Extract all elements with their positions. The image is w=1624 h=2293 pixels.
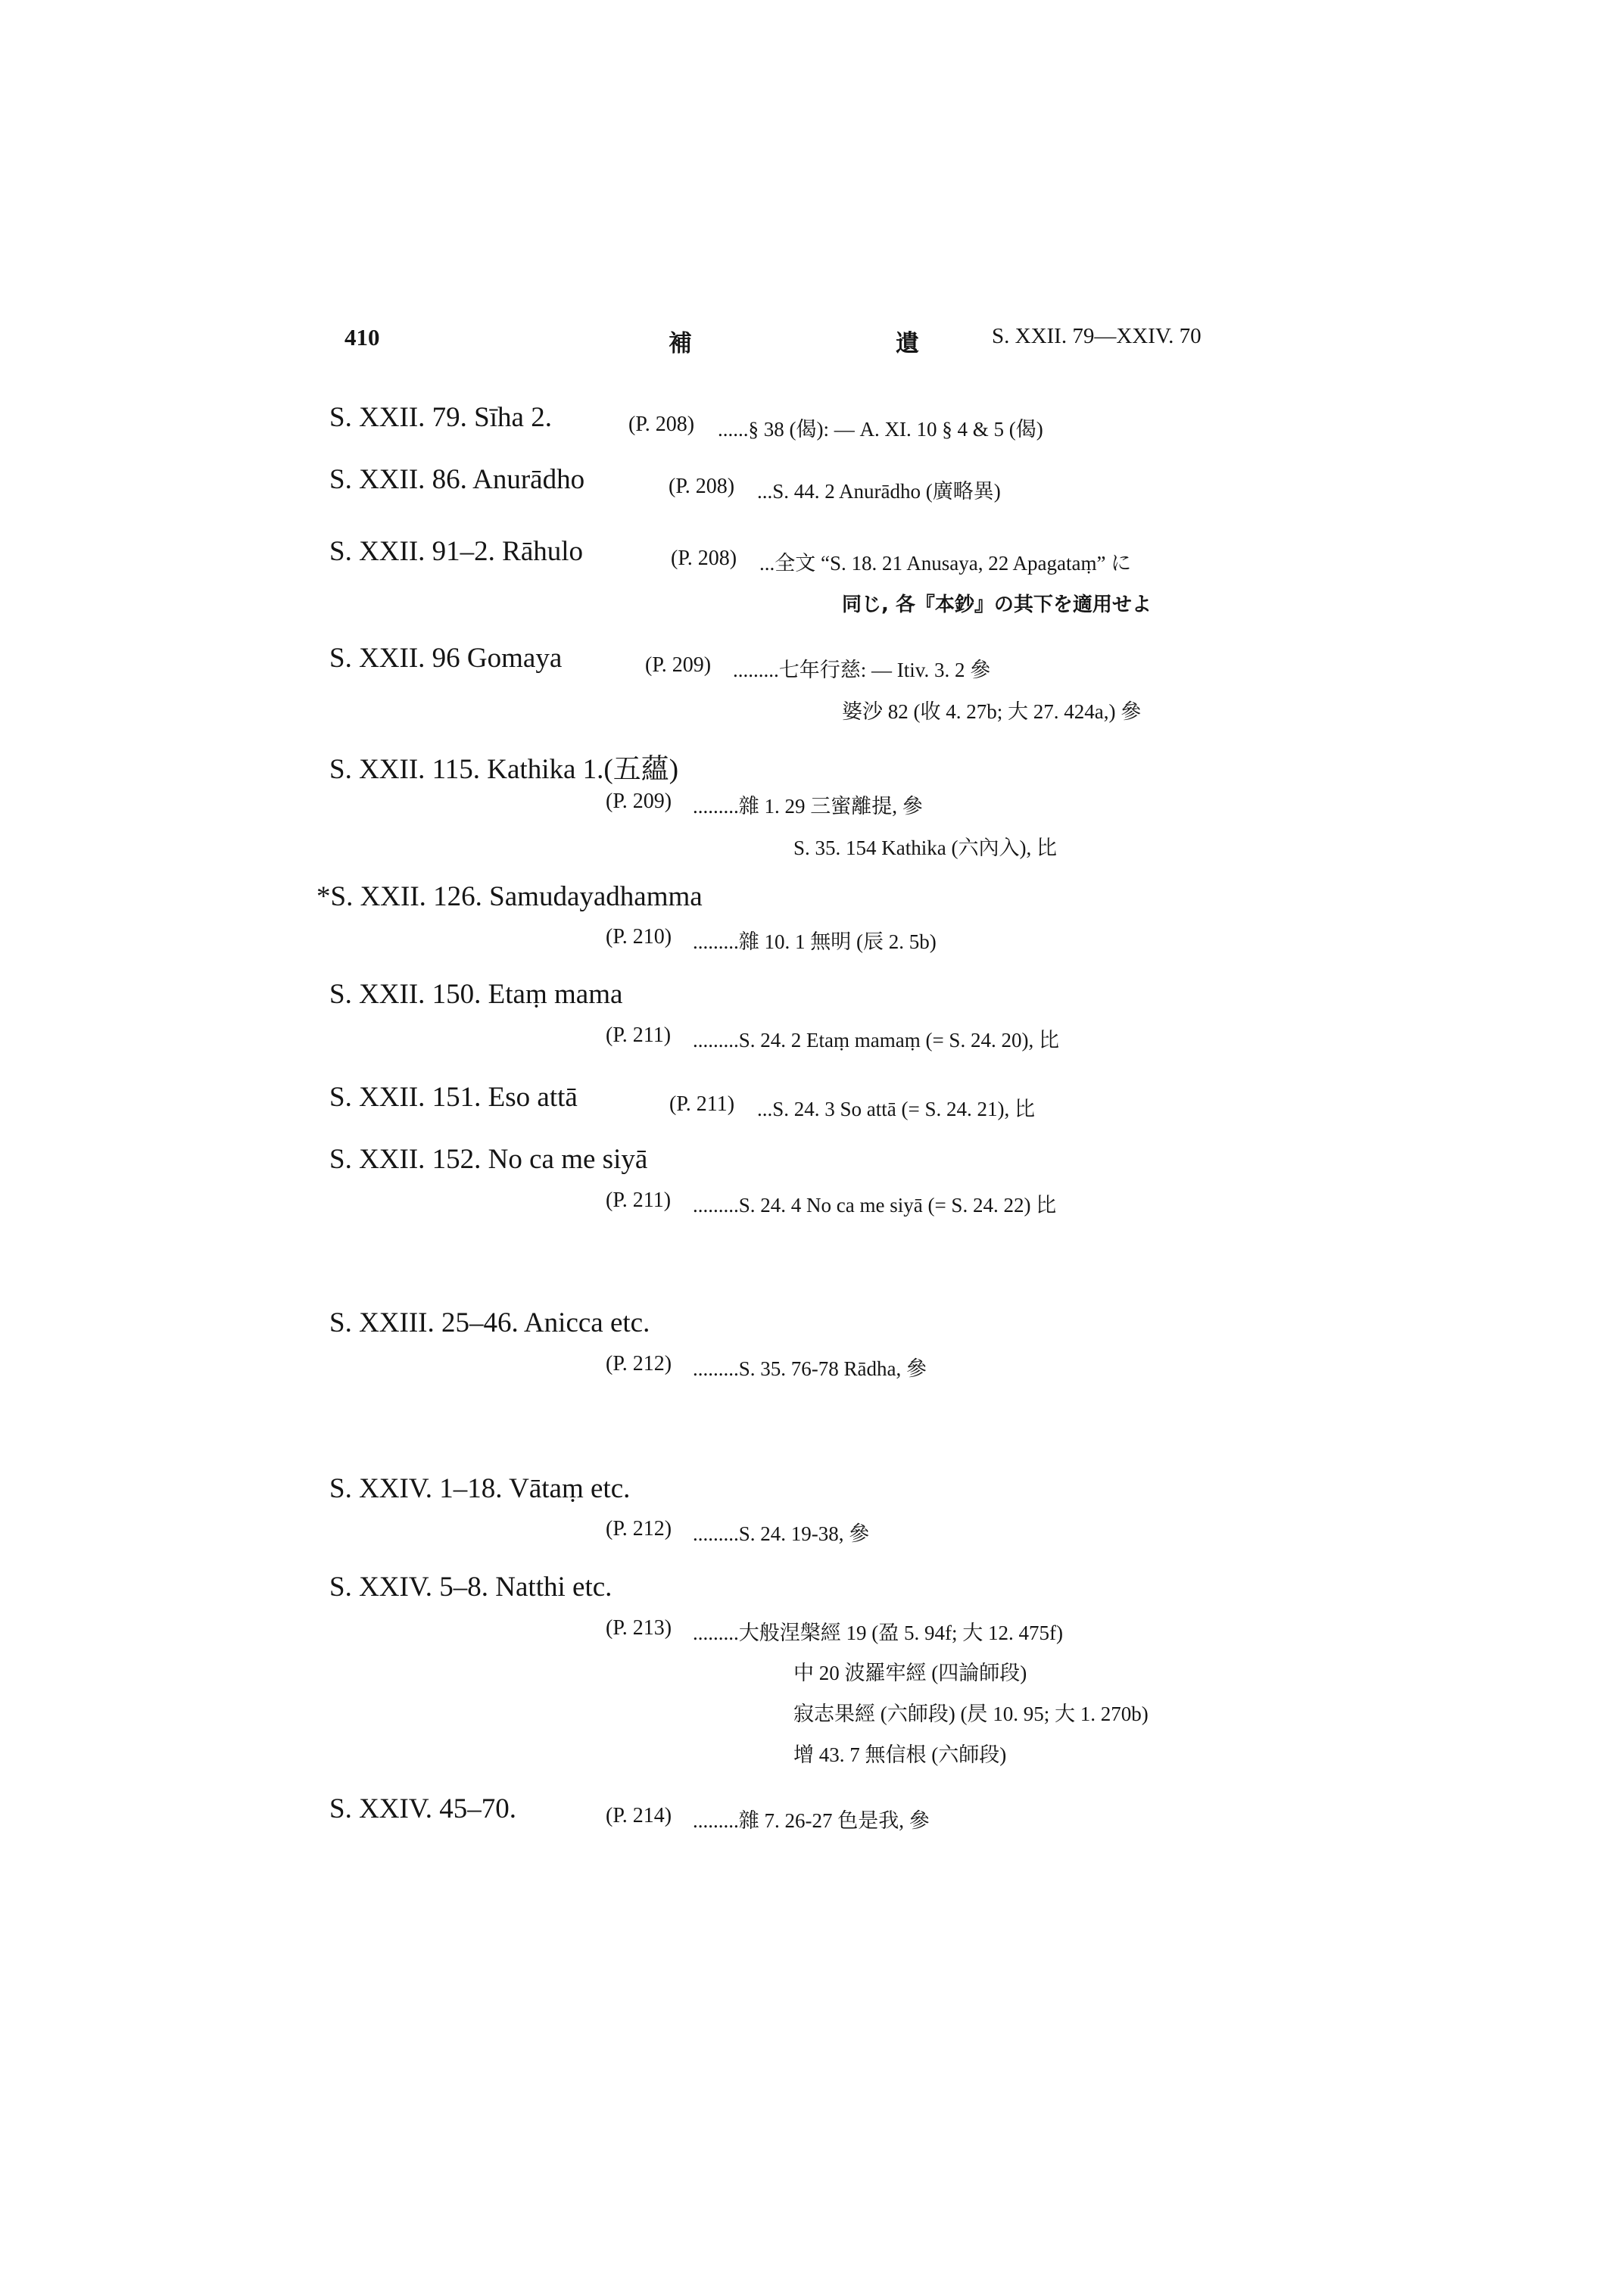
- entry-page: (P. 212): [606, 1352, 672, 1375]
- page-number: 410: [344, 324, 380, 350]
- entry-reference: ......§ 38 (偈): — A. XI. 10 § 4 & 5 (偈): [718, 418, 1043, 441]
- entry-heading: S. XXII. 115. Kathika 1.(五蘊): [329, 754, 679, 785]
- entry-page: (P. 211): [606, 1023, 672, 1047]
- entry-page: (P. 208): [669, 475, 735, 498]
- entry-page: (P. 208): [671, 547, 737, 570]
- running-range: S. XXII. 79—XXIV. 70: [992, 324, 1202, 348]
- entry-heading: S. XXII. 79. Sīha 2.: [329, 402, 552, 433]
- entry-reference: .........雜 1. 29 三蜜離提, 參: [693, 795, 923, 818]
- entry-page: (P. 209): [645, 653, 712, 677]
- entry-continuation: 中 20 波羅牢經 (四論師段): [793, 1662, 1027, 1684]
- entry-reference: .........雜 10. 1 無明 (辰 2. 5b): [693, 930, 937, 953]
- running-title-left: 補: [669, 330, 692, 357]
- entry-page: (P. 208): [628, 413, 695, 436]
- entry-continuation: 增 43. 7 無信根 (六師段): [793, 1743, 1007, 1766]
- entry-reference: .........七年行慈: — Itiv. 3. 2 參: [733, 659, 991, 681]
- entry-reference: .........S. 35. 76-78 Rādha, 參: [693, 1357, 927, 1380]
- entry-heading: *S. XXII. 126. Samudayadhamma: [316, 881, 703, 912]
- entry-heading: S. XXIV. 5–8. Natthi etc.: [329, 1572, 613, 1603]
- entry-page: (P. 211): [669, 1092, 735, 1116]
- entry-continuation: S. 35. 154 Kathika (六內入), 比: [793, 837, 1057, 859]
- entry-heading: S. XXII. 96 Gomaya: [329, 643, 563, 674]
- entry-reference: .........S. 24. 2 Etaṃ mamaṃ (= S. 24. 20), 比: [693, 1029, 1059, 1051]
- entry-continuation: 寂志果經 (六師段) (昃 10. 95; 大 1. 270b): [793, 1703, 1149, 1725]
- entry-page: (P. 209): [606, 790, 672, 813]
- entry-reference: ...S. 24. 3 So attā (= S. 24. 21), 比: [757, 1098, 1035, 1120]
- entry-reference: ...S. 44. 2 Anurādho (廣略異): [757, 480, 1001, 503]
- entry-continuation: 同じ, 各『本鈔』の其下を適用せよ: [842, 594, 1152, 616]
- entry-reference: .........S. 24. 4 No ca me siyā (= S. 24. 22) 比: [693, 1194, 1057, 1217]
- entry-reference: .........S. 24. 19-38, 參: [693, 1522, 870, 1545]
- entry-heading: S. XXII. 152. No ca me siyā: [329, 1144, 648, 1175]
- entry-heading: S. XXII. 91–2. Rāhulo: [329, 536, 584, 567]
- entry-page: (P. 213): [606, 1616, 672, 1640]
- entry-heading: S. XXIII. 25–46. Anicca etc.: [329, 1307, 650, 1338]
- entry-heading: S. XXIV. 45–70.: [329, 1793, 517, 1824]
- entry-heading: S. XXII. 86. Anurādho: [329, 464, 585, 495]
- entry-reference: .........大般涅槃經 19 (盈 5. 94f; 大 12. 475f): [693, 1622, 1063, 1644]
- running-title-right: 遺: [896, 330, 919, 357]
- entry-heading: S. XXII. 150. Etaṃ mama: [329, 979, 623, 1010]
- entry-reference: ...全文 “S. 18. 21 Anusaya, 22 Apagataṃ” に: [759, 552, 1132, 575]
- entry-heading: S. XXII. 151. Eso attā: [329, 1082, 578, 1113]
- entry-page: (P. 210): [606, 925, 672, 949]
- entry-continuation: 婆沙 82 (收 4. 27b; 大 27. 424a,) 參: [842, 700, 1142, 723]
- entry-reference: .........雜 7. 26-27 色是我, 參: [693, 1809, 930, 1832]
- entry-heading: S. XXIV. 1–18. Vātaṃ etc.: [329, 1473, 631, 1504]
- entry-page: (P. 212): [606, 1517, 672, 1541]
- entry-page: (P. 211): [606, 1189, 672, 1212]
- entry-page: (P. 214): [606, 1804, 672, 1827]
